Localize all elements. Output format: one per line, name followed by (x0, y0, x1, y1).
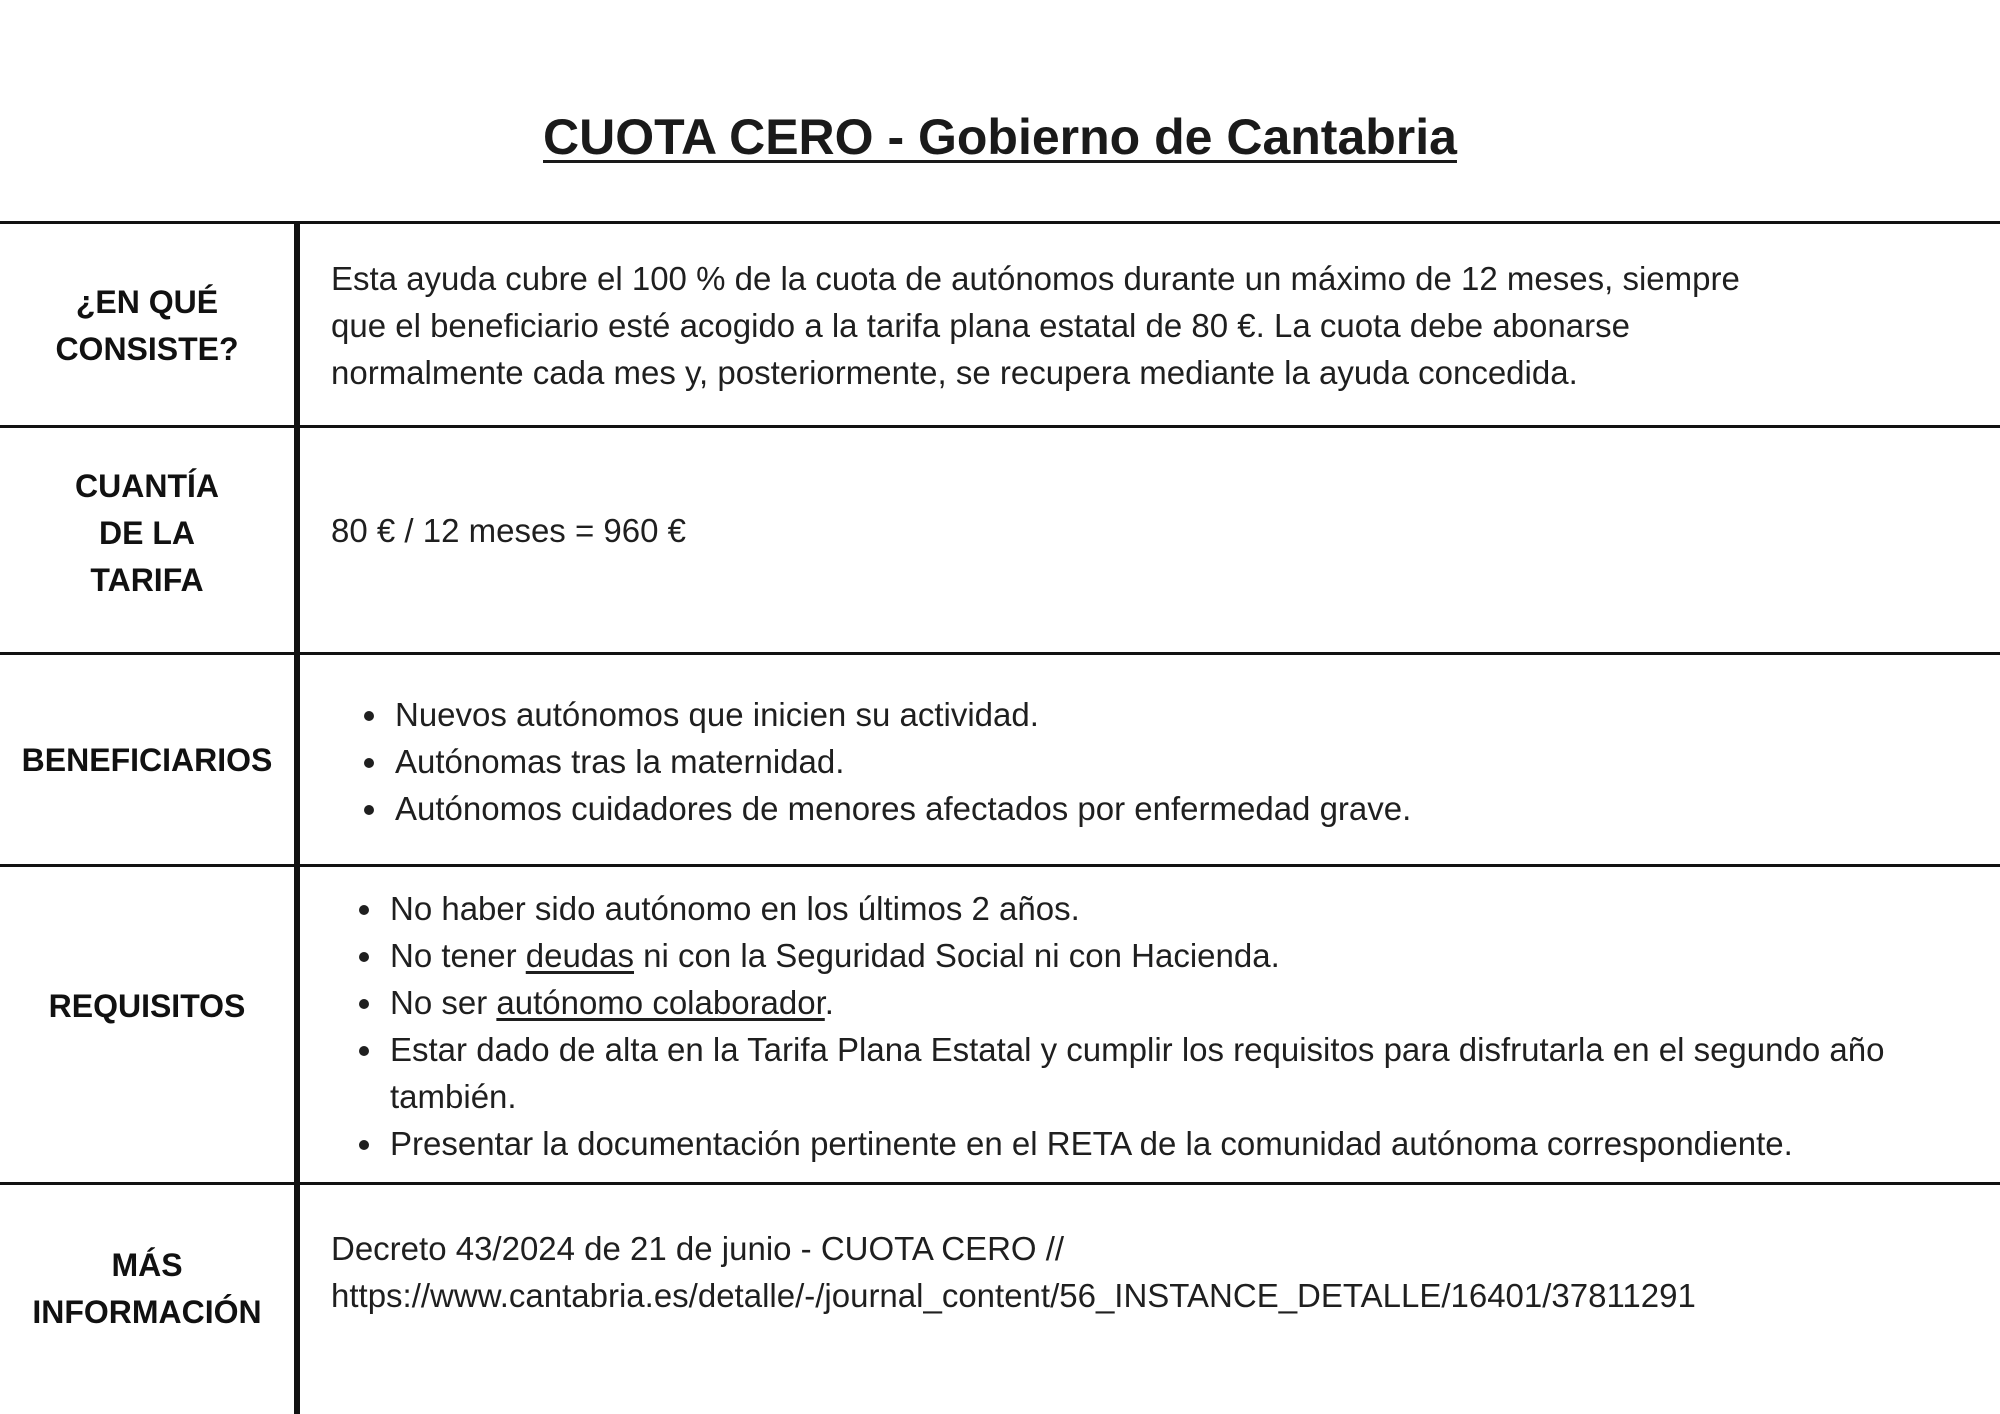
label-line: CONSISTE? (55, 331, 239, 367)
column-divider (294, 222, 300, 1414)
beneficiarios-list (331, 691, 1971, 832)
cuantia-text: 80 € / 12 meses = 960 € (331, 512, 686, 549)
list-item (386, 979, 1971, 1026)
label-line: CUANTÍA (75, 468, 219, 504)
text-fragment: No tener (390, 937, 526, 974)
label-consiste (0, 279, 294, 373)
requisitos-list (331, 885, 1971, 1167)
row-divider (0, 864, 2000, 867)
list-item: • Autónomas tras la maternidad. (391, 738, 1971, 785)
consiste-text (331, 255, 1971, 396)
label-cuantia (0, 463, 294, 604)
label-line: INFORMACIÓN (32, 1294, 262, 1330)
list-item: • Nuevos autónomos que inicien su actividad. (391, 691, 1971, 738)
text-fragment: No ser (390, 984, 497, 1021)
row-divider (0, 425, 2000, 428)
label-requisitos: REQUISITOS (48, 988, 246, 1024)
text-fragment: ni con la Seguridad Social ni con Hacienda. (634, 937, 1280, 974)
label-beneficiarios: BENEFICIARIOS (21, 742, 273, 778)
list-item: • Autónomos cuidadores de menores afectados por enfermedad grave. (391, 785, 1971, 832)
page-title: CUOTA CERO - Gobierno de Cantabria (543, 109, 1457, 165)
row-divider (0, 1182, 2000, 1185)
text-fragment: . (824, 984, 834, 1021)
label-info (0, 1242, 294, 1336)
label-line: MÁS (111, 1247, 183, 1283)
row-divider (0, 652, 2000, 655)
label-line: ¿EN QUÉ (75, 284, 219, 320)
info-url[interactable]: https://www.cantabria.es/detalle/-/journal_content/56_INSTANCE_DETALLE/16401/37811291 (331, 1277, 1696, 1314)
label-line: DE LA (99, 515, 195, 551)
decree-text: Decreto 43/2024 de 21 de junio - CUOTA CERO // (331, 1230, 1065, 1267)
text-line: normalmente cada mes y, posteriormente, se recupera mediante la ayuda concedida. (331, 354, 1578, 391)
list-item: • Presentar la documentación pertinente en el RETA de la comunidad autónoma correspondiente. (386, 1120, 1971, 1167)
list-item: • Estar dado de alta en la Tarifa Plana Estatal y cumplir los requisitos para disfrutarla en el segundo año también. (386, 1026, 1971, 1120)
row-divider (0, 221, 2000, 224)
text-line: Esta ayuda cubre el 100 % de la cuota de autónomos durante un máximo de 12 meses, siempre (331, 260, 1740, 297)
deudas-link[interactable]: deudas (525, 937, 635, 974)
label-line: TARIFA (90, 562, 204, 598)
text-line: que el beneficiario esté acogido a la tarifa plana estatal de 80 €. La cuota debe abonarse (331, 307, 1630, 344)
info-text (331, 1225, 1971, 1319)
autonomo-colaborador-link[interactable]: autónomo colaborador (496, 984, 825, 1021)
list-item (386, 932, 1971, 979)
list-item: • No haber sido autónomo en los últimos 2 años. (386, 885, 1971, 932)
